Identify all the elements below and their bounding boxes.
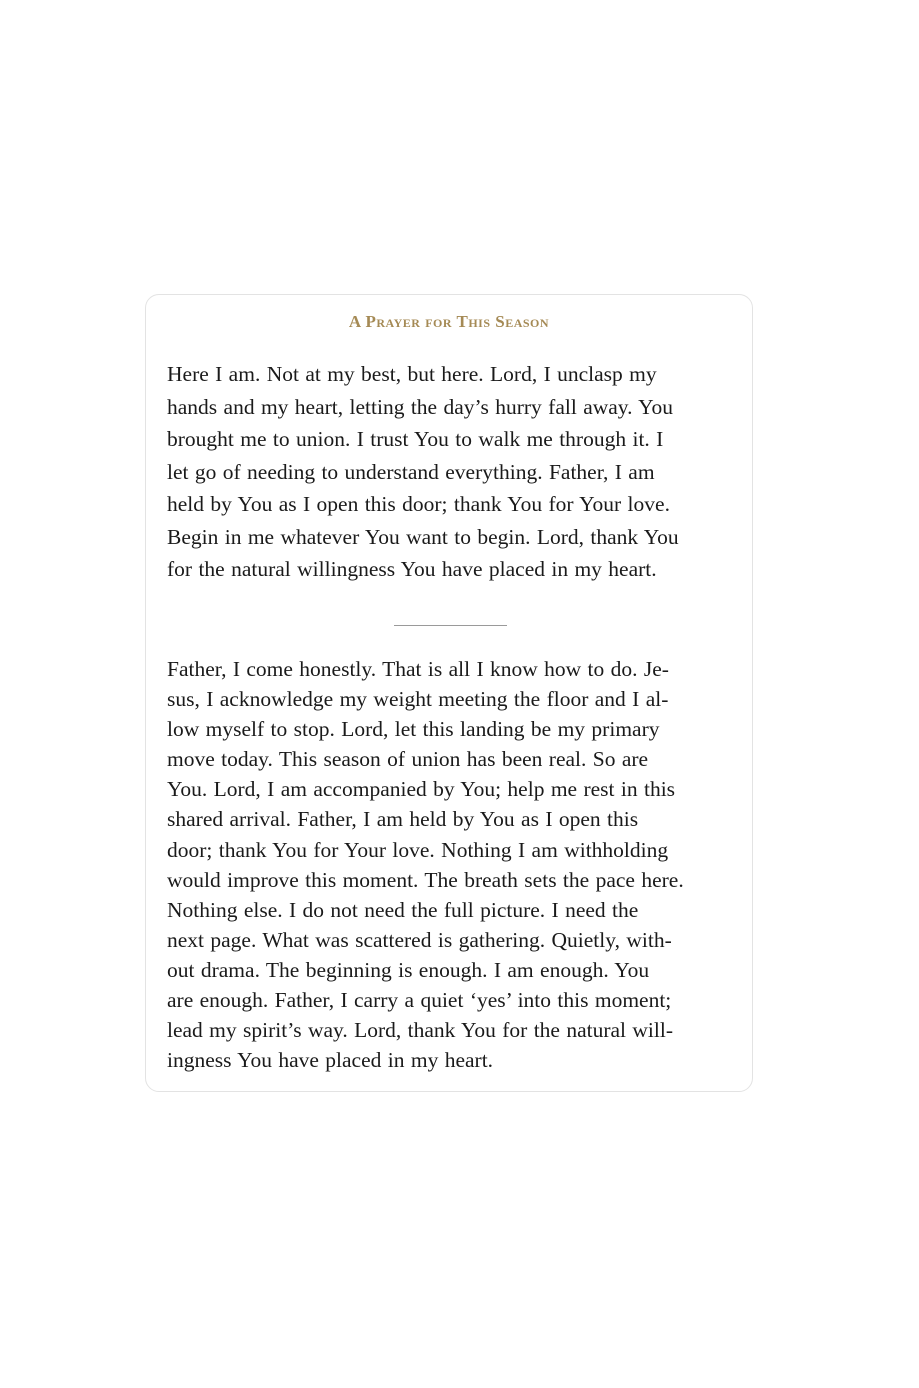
- prayer-paragraph-1: Here I am. Not at my best, but here. Lord, I unclasp my hands and my heart, letting the day’s hurry fall away. You brought me to union. I trust You to walk me through it. I let go of needing to understand everything. Father, I am held by You as I open this door; thank You for Your love. Begin in me whatever You want to begin. Lord, thank You for the natural willingness You have placed in my heart.: [167, 362, 679, 581]
- card-title: A Prayer for This Season: [348, 312, 550, 331]
- prayer-paragraph-2: Father, I come honestly. That is all I know how to do. Je- sus, I acknowledge my weight meeting the floor and I al- low myself to stop. Lord, let this landing be my primary move today. This season of union has been real. So are You. Lord, I am accompanied by You; help me rest in this shared arrival. Father, I am held by You as I open this door; thank You for Your love. Nothing I am withholding would improve this moment. The breath sets the pace here. Nothing else. I do not need the full picture. I need the next page. What was scattered is gathering. Quietly, with- out drama. The beginning is enough. I am enough. You are enough. Father, I carry a quiet ‘yes’ into this moment; lead my spirit’s way. Lord, thank You for the natural will- ingness You have placed in my heart.: [167, 657, 684, 1073]
- prayer-card: [145, 294, 753, 1092]
- section-divider: [394, 625, 507, 626]
